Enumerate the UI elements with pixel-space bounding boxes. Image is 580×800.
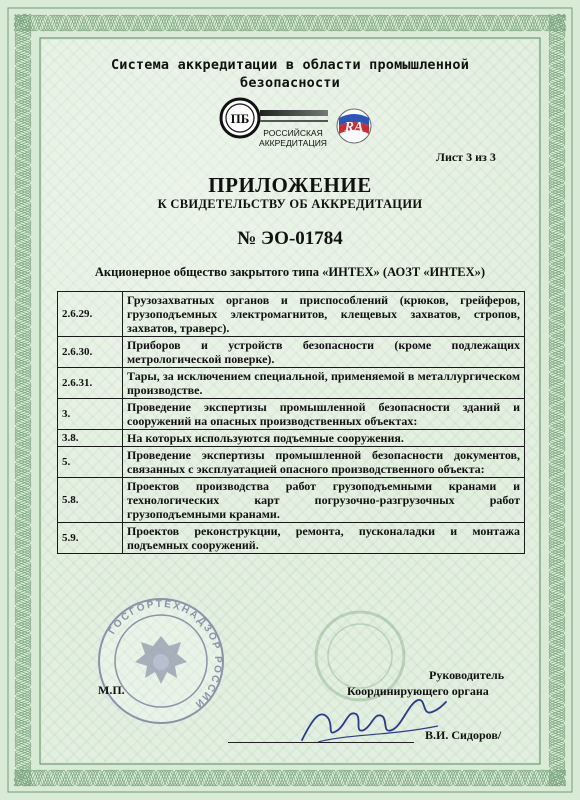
table-row bbox=[58, 430, 525, 447]
item-text: Приборов и устройств безопасности (кроме подлежащих метрологической поверке). bbox=[123, 337, 525, 368]
table-row bbox=[58, 447, 525, 478]
item-code: 3. bbox=[58, 399, 123, 430]
svg-text:ГОСГОРТЕХНАДЗОР РОССИИ: ГОСГОРТЕХНАДЗОР РОССИИ bbox=[106, 598, 224, 711]
table-row bbox=[58, 478, 525, 523]
handwritten-signature bbox=[298, 690, 448, 750]
signer-role-line2: Координирующего органа bbox=[347, 684, 489, 698]
signer-name: В.И. Сидоров/ bbox=[425, 728, 502, 742]
svg-text:АККРЕДИТАЦИЯ: АККРЕДИТАЦИЯ bbox=[259, 138, 327, 148]
item-text: Проектов производства работ грузоподъемными кранами и технологических карт погрузочно-разгрузочных работ грузоподъемными кранами. bbox=[123, 478, 525, 523]
item-text: Тары, за исключением специальной, применяемой в металлургическом производстве. bbox=[123, 368, 525, 399]
system-title bbox=[60, 56, 520, 92]
sheet-label: Лист 3 из 3 bbox=[436, 150, 496, 164]
system-title-line2: безопасности bbox=[240, 75, 340, 91]
item-code: 2.6.30. bbox=[58, 337, 123, 368]
signer-role-line1: Руководитель bbox=[429, 668, 505, 682]
svg-text:RA: RA bbox=[344, 120, 364, 135]
item-text: Грузозахватных органов и приспособлений (крюков, грейферов, грузоподъемных электромагнитов, клещевых захватов, стропов, захватов, траверс). bbox=[123, 292, 525, 337]
table-row bbox=[58, 523, 525, 554]
system-title-line1: Система аккредитации в области промышленной bbox=[110, 57, 470, 73]
item-code: 2.6.29. bbox=[58, 292, 123, 337]
item-text: Проектов реконструкции, ремонта, пусконаладки и монтажа подъемных сооружений. bbox=[123, 523, 525, 554]
mp-label: М.П. bbox=[98, 683, 125, 697]
certificate-number: № ЭО-01784 bbox=[237, 228, 343, 249]
table-row bbox=[58, 292, 525, 337]
item-code: 5.9. bbox=[58, 523, 123, 554]
item-code: 3.8. bbox=[58, 430, 123, 447]
item-code: 5.8. bbox=[58, 478, 123, 523]
table-row bbox=[58, 368, 525, 399]
official-seal bbox=[96, 596, 226, 726]
item-text: На которых используются подъемные сооружения. bbox=[123, 430, 525, 447]
organization-name: Акционерное общество закрытого типа «ИНТЕХ» (АОЗТ «ИНТЕХ») bbox=[94, 265, 486, 279]
item-text: Проведение экспертизы промышленной безопасности документов, связанных с эксплуатацией опасного производственного объекта: bbox=[123, 447, 525, 478]
item-text: Проведение экспертизы промышленной безопасности зданий и сооружений на опасных производственных объектах: bbox=[123, 399, 525, 430]
item-code: 5. bbox=[58, 447, 123, 478]
svg-text:РОССИЙСКАЯ: РОССИЙСКАЯ bbox=[263, 128, 323, 138]
accreditation-items-table bbox=[57, 291, 525, 554]
document-title: ПРИЛОЖЕНИЕ bbox=[208, 173, 372, 197]
document-subtitle: К СВИДЕТЕЛЬСТВУ ОБ АККРЕДИТАЦИИ bbox=[157, 197, 423, 211]
table-row bbox=[58, 337, 525, 368]
table-row bbox=[58, 399, 525, 430]
item-code: 2.6.31. bbox=[58, 368, 123, 399]
accreditation-logo bbox=[216, 96, 376, 156]
svg-text:ПБ: ПБ bbox=[230, 111, 250, 126]
